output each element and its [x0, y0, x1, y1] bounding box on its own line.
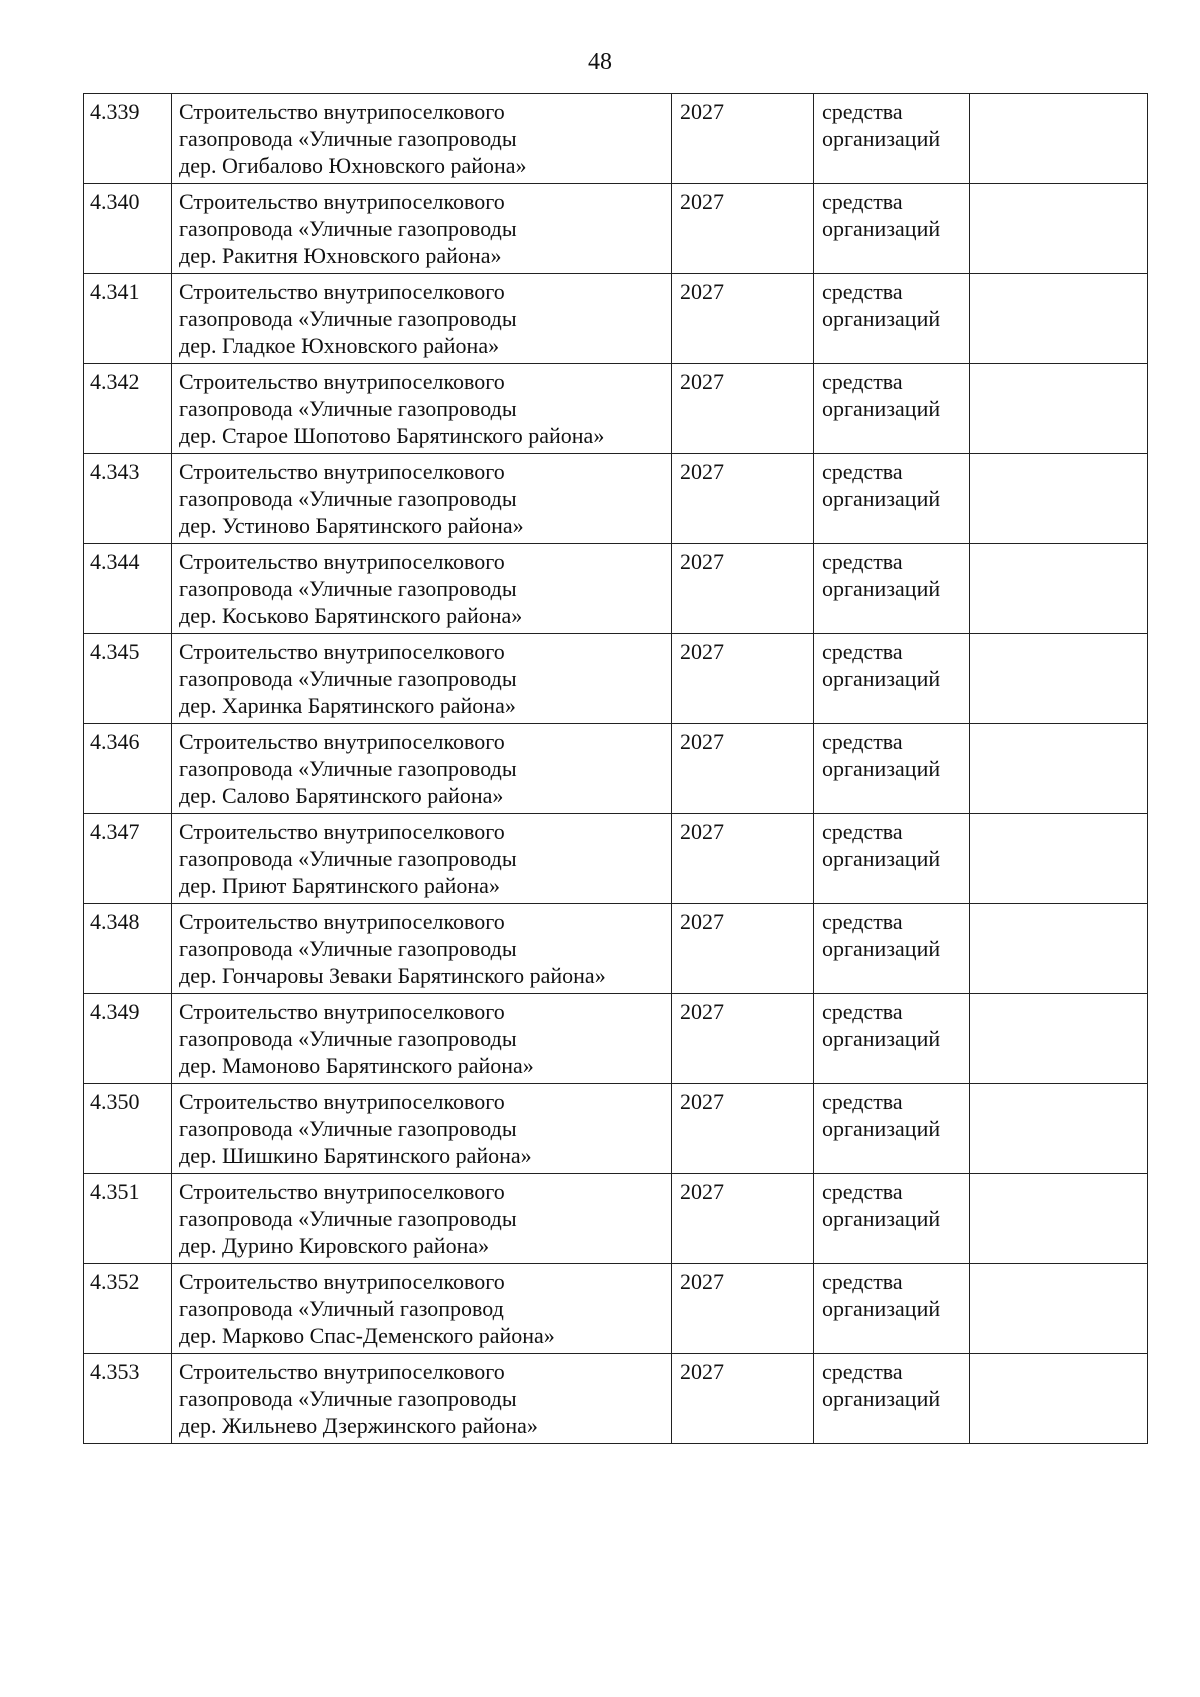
item-number: 4.353 — [90, 1359, 140, 1384]
project-name-cell — [172, 994, 672, 1084]
table-row — [84, 1354, 1148, 1444]
funding-source-line: организаций — [822, 1026, 941, 1051]
page-number: 48 — [588, 49, 612, 75]
project-name-line: Строительство внутрипоселкового — [179, 999, 505, 1024]
year-cell — [672, 544, 814, 634]
year-value: 2027 — [680, 99, 724, 124]
item-number: 4.340 — [90, 189, 140, 214]
funding-source-line: организаций — [822, 666, 941, 691]
funding-source-cell — [814, 364, 970, 454]
item-number-cell — [84, 364, 172, 454]
table-body — [84, 94, 1148, 1444]
item-number-cell — [84, 94, 172, 184]
item-number-cell — [84, 1354, 172, 1444]
funding-source-line: организаций — [822, 846, 941, 871]
funding-source-line: средства — [822, 729, 903, 754]
year-cell — [672, 184, 814, 274]
empty-cell — [970, 274, 1148, 364]
item-number: 4.343 — [90, 459, 140, 484]
empty-cell — [970, 634, 1148, 724]
empty-cell — [970, 454, 1148, 544]
funding-source-line: средства — [822, 279, 903, 304]
year-cell — [672, 724, 814, 814]
project-name-line: газопровода «Уличные газопроводы — [179, 936, 517, 961]
project-name-line: Строительство внутрипоселкового — [179, 99, 505, 124]
project-name-line: газопровода «Уличные газопроводы — [179, 1206, 517, 1231]
project-name-line: Строительство внутрипоселкового — [179, 1179, 505, 1204]
project-name-line: газопровода «Уличные газопроводы — [179, 1386, 517, 1411]
year-cell — [672, 904, 814, 994]
funding-source-line: организаций — [822, 1206, 941, 1231]
gas-pipeline-table — [83, 93, 1148, 1444]
project-name-cell — [172, 814, 672, 904]
project-name-line: дер. Мамоново Барятинского района» — [179, 1053, 534, 1078]
year-cell — [672, 1084, 814, 1174]
funding-source-line: организаций — [822, 1116, 941, 1141]
project-name-line: Строительство внутрипоселкового — [179, 1089, 505, 1114]
project-name-line: Строительство внутрипоселкового — [179, 819, 505, 844]
table-row — [84, 1264, 1148, 1354]
project-name-line: газопровода «Уличные газопроводы — [179, 126, 517, 151]
project-name-line: дер. Коськово Барятинского района» — [179, 603, 523, 628]
item-number: 4.348 — [90, 909, 140, 934]
funding-source-cell — [814, 814, 970, 904]
item-number-cell — [84, 454, 172, 544]
year-cell — [672, 1174, 814, 1264]
funding-source-cell — [814, 634, 970, 724]
project-name-line: дер. Шишкино Барятинского района» — [179, 1143, 532, 1168]
year-cell — [672, 634, 814, 724]
empty-cell — [970, 994, 1148, 1084]
item-number: 4.344 — [90, 549, 140, 574]
table-row — [84, 1084, 1148, 1174]
project-name-line: дер. Приют Барятинского района» — [179, 873, 500, 898]
project-name-line: Строительство внутрипоселкового — [179, 729, 505, 754]
year-value: 2027 — [680, 639, 724, 664]
funding-source-cell — [814, 1264, 970, 1354]
year-value: 2027 — [680, 459, 724, 484]
item-number-cell — [84, 724, 172, 814]
empty-cell — [970, 364, 1148, 454]
item-number-cell — [84, 544, 172, 634]
funding-source-line: организаций — [822, 1386, 941, 1411]
item-number-cell — [84, 1084, 172, 1174]
funding-source-line: организаций — [822, 486, 941, 511]
project-name-line: газопровода «Уличные газопроводы — [179, 1026, 517, 1051]
item-number-cell — [84, 184, 172, 274]
empty-cell — [970, 544, 1148, 634]
project-name-cell — [172, 274, 672, 364]
funding-source-line: средства — [822, 1359, 903, 1384]
funding-source-line: средства — [822, 1179, 903, 1204]
project-name-cell — [172, 94, 672, 184]
item-number-cell — [84, 1174, 172, 1264]
project-name-line: дер. Дурино Кировского района» — [179, 1233, 490, 1258]
project-name-line: Строительство внутрипоселкового — [179, 369, 505, 394]
year-value: 2027 — [680, 1089, 724, 1114]
project-name-line: дер. Марково Спас-Деменского района» — [179, 1323, 555, 1348]
item-number: 4.347 — [90, 819, 140, 844]
funding-source-cell — [814, 1354, 970, 1444]
funding-source-cell — [814, 994, 970, 1084]
empty-cell — [970, 724, 1148, 814]
table-row — [84, 364, 1148, 454]
funding-source-line: организаций — [822, 1296, 941, 1321]
project-name-line: газопровода «Уличные газопроводы — [179, 576, 517, 601]
year-value: 2027 — [680, 369, 724, 394]
funding-source-line: организаций — [822, 396, 941, 421]
item-number: 4.352 — [90, 1269, 140, 1294]
funding-source-line: организаций — [822, 216, 941, 241]
item-number: 4.342 — [90, 369, 140, 394]
project-name-line: газопровода «Уличный газопровод — [179, 1296, 504, 1321]
item-number: 4.351 — [90, 1179, 140, 1204]
funding-source-cell — [814, 274, 970, 364]
project-name-line: дер. Устиново Барятинского района» — [179, 513, 524, 538]
project-name-line: Строительство внутрипоселкового — [179, 459, 505, 484]
project-name-cell — [172, 724, 672, 814]
year-value: 2027 — [680, 549, 724, 574]
funding-source-cell — [814, 94, 970, 184]
funding-source-cell — [814, 544, 970, 634]
project-name-line: дер. Ракитня Юхновского района» — [179, 243, 502, 268]
project-name-line: дер. Гладкое Юхновского района» — [179, 333, 500, 358]
table-row — [84, 184, 1148, 274]
year-value: 2027 — [680, 819, 724, 844]
project-name-line: газопровода «Уличные газопроводы — [179, 666, 517, 691]
item-number-cell — [84, 814, 172, 904]
funding-source-cell — [814, 1174, 970, 1264]
project-name-cell — [172, 634, 672, 724]
item-number: 4.350 — [90, 1089, 140, 1114]
project-name-line: газопровода «Уличные газопроводы — [179, 396, 517, 421]
project-name-line: дер. Гончаровы Зеваки Барятинского района» — [179, 963, 606, 988]
project-name-cell — [172, 184, 672, 274]
project-name-cell — [172, 1264, 672, 1354]
project-name-cell — [172, 544, 672, 634]
funding-source-line: организаций — [822, 936, 941, 961]
project-name-line: дер. Салово Барятинского района» — [179, 783, 504, 808]
project-name-line: Строительство внутрипоселкового — [179, 639, 505, 664]
project-name-line: газопровода «Уличные газопроводы — [179, 1116, 517, 1141]
empty-cell — [970, 814, 1148, 904]
item-number-cell — [84, 634, 172, 724]
year-cell — [672, 1354, 814, 1444]
item-number: 4.345 — [90, 639, 140, 664]
project-name-line: дер. Огибалово Юхновского района» — [179, 153, 527, 178]
funding-source-cell — [814, 1084, 970, 1174]
project-name-line: Строительство внутрипоселкового — [179, 1269, 505, 1294]
project-name-line: дер. Харинка Барятинского района» — [179, 693, 516, 718]
table-row — [84, 274, 1148, 364]
year-value: 2027 — [680, 189, 724, 214]
funding-source-line: средства — [822, 459, 903, 484]
project-name-line: газопровода «Уличные газопроводы — [179, 306, 517, 331]
funding-source-line: средства — [822, 1089, 903, 1114]
funding-source-line: средства — [822, 99, 903, 124]
empty-cell — [970, 1264, 1148, 1354]
item-number-cell — [84, 1264, 172, 1354]
empty-cell — [970, 184, 1148, 274]
funding-source-line: средства — [822, 189, 903, 214]
table-row — [84, 994, 1148, 1084]
funding-source-line: организаций — [822, 756, 941, 781]
project-name-cell — [172, 1174, 672, 1264]
year-cell — [672, 814, 814, 904]
year-cell — [672, 364, 814, 454]
project-name-cell — [172, 904, 672, 994]
project-name-line: Строительство внутрипоселкового — [179, 909, 505, 934]
project-name-cell — [172, 1354, 672, 1444]
funding-source-line: средства — [822, 909, 903, 934]
project-name-cell — [172, 364, 672, 454]
empty-cell — [970, 94, 1148, 184]
funding-source-line: организаций — [822, 576, 941, 601]
project-name-cell — [172, 454, 672, 544]
project-name-line: Строительство внутрипоселкового — [179, 549, 505, 574]
project-name-line: Строительство внутрипоселкового — [179, 189, 505, 214]
project-name-line: газопровода «Уличные газопроводы — [179, 216, 517, 241]
year-value: 2027 — [680, 729, 724, 754]
funding-source-line: организаций — [822, 306, 941, 331]
project-name-line: газопровода «Уличные газопроводы — [179, 756, 517, 781]
funding-source-cell — [814, 184, 970, 274]
year-cell — [672, 454, 814, 544]
year-value: 2027 — [680, 909, 724, 934]
year-cell — [672, 994, 814, 1084]
empty-cell — [970, 1174, 1148, 1264]
empty-cell — [970, 1084, 1148, 1174]
year-value: 2027 — [680, 1269, 724, 1294]
table-row — [84, 724, 1148, 814]
project-name-line: газопровода «Уличные газопроводы — [179, 846, 517, 871]
table-row — [84, 1174, 1148, 1264]
table-row — [84, 454, 1148, 544]
item-number-cell — [84, 904, 172, 994]
year-value: 2027 — [680, 1179, 724, 1204]
year-cell — [672, 1264, 814, 1354]
funding-source-cell — [814, 724, 970, 814]
project-name-line: Строительство внутрипоселкового — [179, 1359, 505, 1384]
year-value: 2027 — [680, 999, 724, 1024]
item-number-cell — [84, 274, 172, 364]
funding-source-line: средства — [822, 999, 903, 1024]
funding-source-line: средства — [822, 549, 903, 574]
funding-source-line: средства — [822, 1269, 903, 1294]
project-name-cell — [172, 1084, 672, 1174]
funding-source-cell — [814, 454, 970, 544]
funding-source-line: средства — [822, 819, 903, 844]
table-row — [84, 904, 1148, 994]
item-number: 4.346 — [90, 729, 140, 754]
project-name-line: дер. Старое Шопотово Барятинского района» — [179, 423, 605, 448]
empty-cell — [970, 1354, 1148, 1444]
item-number-cell — [84, 994, 172, 1084]
empty-cell — [970, 904, 1148, 994]
funding-source-line: средства — [822, 639, 903, 664]
funding-source-cell — [814, 904, 970, 994]
year-cell — [672, 274, 814, 364]
item-number: 4.349 — [90, 999, 140, 1024]
project-name-line: дер. Жильнево Дзержинского района» — [179, 1413, 538, 1438]
year-value: 2027 — [680, 279, 724, 304]
project-name-line: газопровода «Уличные газопроводы — [179, 486, 517, 511]
project-name-line: Строительство внутрипоселкового — [179, 279, 505, 304]
funding-source-line: организаций — [822, 126, 941, 151]
year-cell — [672, 94, 814, 184]
table-row — [84, 544, 1148, 634]
table-row — [84, 814, 1148, 904]
table-row — [84, 634, 1148, 724]
year-value: 2027 — [680, 1359, 724, 1384]
item-number: 4.339 — [90, 99, 140, 124]
item-number: 4.341 — [90, 279, 140, 304]
table-row — [84, 94, 1148, 184]
funding-source-line: средства — [822, 369, 903, 394]
